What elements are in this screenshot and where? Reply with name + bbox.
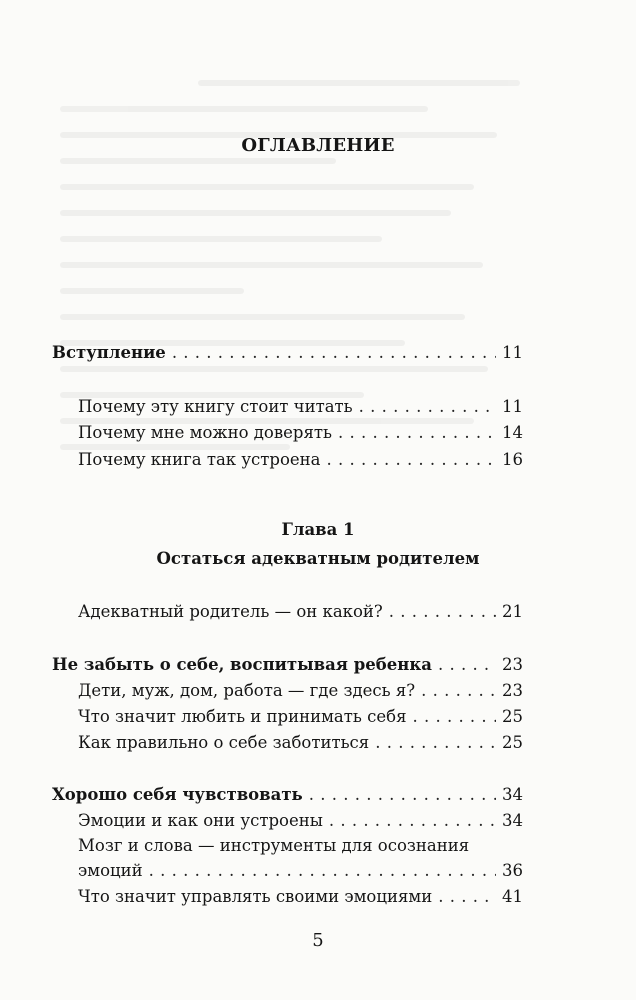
toc-entry-page: 34 [502,811,523,830]
toc-entry-label: Почему мне можно доверять [78,423,332,442]
toc-entry-label: Как правильно о себе заботиться [78,733,370,752]
toc-subentry[interactable] [78,811,523,830]
toc-entry-page: 21 [502,602,523,621]
toc-entry-label: Почему эту книгу стоит читать [78,397,353,416]
toc-entry-label: Дети, муж, дом, работа — где здесь я? [78,681,416,700]
toc-subentry[interactable] [78,450,523,469]
toc-entry-label: Хорошо себя чувствовать [52,785,303,804]
toc-subentry-wrapped-label[interactable]: Мозг и слова — инструменты для осознания [78,836,470,855]
chapter-title: Остаться адекватным родителем [156,549,480,568]
toc-entry-page: 14 [502,423,523,442]
dot-leader [359,397,496,416]
page-number: 5 [312,930,324,951]
toc-entry-page: 34 [502,785,523,804]
toc-entry-label: Эмоции и как они устроены [78,811,323,830]
toc-entry-page: 16 [502,450,523,469]
toc-entry-label: Адекватный родитель — он какой? [78,602,383,621]
toc-entry-label: Что значит управлять своими эмоциями [78,887,433,906]
toc-entry-page: 11 [502,343,523,362]
toc-entry-page: 25 [502,707,523,726]
dot-leader [149,861,496,880]
toc-section-entry[interactable] [52,785,523,804]
toc-entry-label: Почему книга так устроена [78,450,321,469]
dot-leader [389,602,496,621]
toc-subentry[interactable] [78,887,523,906]
dot-leader [438,887,496,906]
page-title: ОГЛАВЛЕНИЕ [241,135,395,156]
dot-leader [329,811,496,830]
dot-leader [309,785,496,804]
toc-subentry[interactable] [78,423,523,442]
chapter-number: Глава 1 [281,520,355,539]
dot-leader [172,343,496,362]
toc-subentry[interactable] [78,397,523,416]
dot-leader [375,733,496,752]
toc-entry-page: 11 [502,397,523,416]
toc-entry-label: Вступление [52,343,166,362]
toc-entry-page: 36 [502,861,523,880]
toc-entry-label: Не забыть о себе, воспитывая ребенка [52,655,432,674]
dot-leader [327,450,496,469]
toc-subentry[interactable] [78,602,523,621]
dot-leader [338,423,496,442]
toc-entry-page: 23 [502,681,523,700]
toc-subentry[interactable] [78,707,523,726]
toc-entry-label: Что значит любить и принимать себя [78,707,407,726]
toc-entry-page: 41 [502,887,523,906]
toc-entry-page: 25 [502,733,523,752]
toc-subentry[interactable] [78,681,523,700]
toc-subentry[interactable] [78,733,523,752]
toc-entry-page: 23 [502,655,523,674]
toc-section-entry[interactable] [52,655,523,674]
dot-leader [421,681,496,700]
dot-leader [438,655,496,674]
toc-subentry[interactable] [78,861,523,880]
dot-leader [412,707,496,726]
toc-entry-intro[interactable] [52,343,523,362]
toc-entry-label: эмоций [78,861,143,880]
